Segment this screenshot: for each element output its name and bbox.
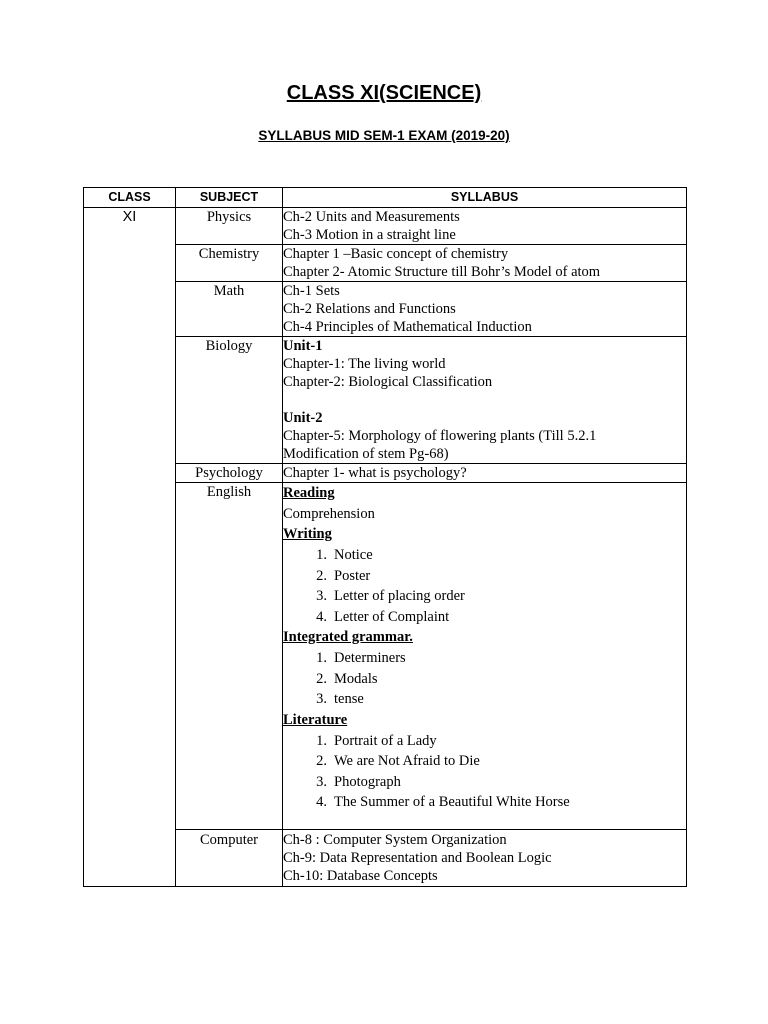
syllabus-line: Ch-8 : Computer System Organization	[283, 831, 507, 848]
list-item	[283, 792, 686, 813]
list-item	[283, 731, 686, 752]
list-item	[283, 669, 686, 690]
list-item	[283, 751, 686, 772]
subject-math: Math	[176, 282, 283, 337]
list-number: 1.	[316, 650, 327, 666]
header-subject: SUBJECT	[176, 188, 283, 208]
class-cell	[84, 208, 176, 887]
writing-list	[283, 545, 686, 627]
list-text: We are Not Afraid to Die	[334, 753, 480, 769]
syllabus-table	[83, 187, 687, 887]
list-number: 3.	[316, 588, 327, 604]
syllabus-line: Ch-1 Sets	[283, 283, 340, 299]
subject-psychology: Psychology	[176, 464, 283, 483]
list-number: 3.	[316, 691, 327, 707]
syllabus-line: Modification of stem Pg-68)	[283, 446, 449, 462]
list-number: 2.	[316, 753, 327, 769]
syllabus-line: Ch-4 Principles of Mathematical Induction	[283, 319, 532, 335]
list-number: 1.	[316, 732, 327, 749]
list-item	[283, 772, 686, 793]
list-item	[283, 586, 686, 607]
syllabus-chemistry	[283, 245, 687, 282]
list-item	[283, 648, 686, 669]
syllabus-line: Ch-10: Database Concepts	[283, 867, 438, 884]
subject-english: English	[176, 483, 283, 830]
class-value: XI	[122, 209, 137, 225]
syllabus-line: Ch-9: Data Representation and Boolean Logic	[283, 849, 552, 866]
subject-chemistry: Chemistry	[176, 245, 283, 282]
list-number: 1.	[316, 547, 327, 563]
list-text: Portrait of a Lady	[334, 732, 437, 749]
section-heading-grammar: Integrated grammar.	[283, 629, 413, 645]
syllabus-line: Chapter 2- Atomic Structure till Bohr’s Model of atom	[283, 264, 601, 280]
grammar-list	[283, 648, 686, 710]
spacer	[283, 391, 686, 409]
syllabus-line: Ch-3 Motion in a straight line	[283, 227, 456, 243]
syllabus-biology	[283, 337, 687, 464]
table-row-physics	[84, 208, 687, 245]
syllabus-line: Comprehension	[283, 506, 375, 522]
list-number: 3.	[316, 773, 327, 790]
unit-heading: Unit-1	[283, 338, 323, 354]
syllabus-line: Ch-2 Units and Measurements	[283, 209, 460, 225]
list-item	[283, 607, 686, 628]
list-number: 2.	[316, 670, 327, 687]
list-text: Modals	[334, 670, 378, 687]
subject-biology: Biology	[176, 337, 283, 464]
literature-list	[283, 731, 686, 813]
header-class: CLASS	[84, 188, 176, 208]
syllabus-physics	[283, 208, 687, 245]
list-item	[283, 566, 686, 587]
list-text: The Summer of a Beautiful White Horse	[334, 794, 570, 810]
list-text: Letter of placing order	[334, 588, 465, 604]
syllabus-line: Chapter-1: The living world	[283, 356, 446, 372]
list-text: Determiners	[334, 650, 406, 666]
syllabus-line: Chapter-2: Biological Classification	[283, 374, 493, 390]
list-text: Notice	[334, 547, 373, 563]
section-heading-writing: Writing	[283, 526, 332, 542]
section-heading-reading: Reading	[283, 485, 335, 501]
syllabus-psychology	[283, 464, 687, 483]
unit-heading: Unit-2	[283, 410, 323, 426]
list-item	[283, 545, 686, 566]
syllabus-line: Ch-2 Relations and Functions	[283, 301, 456, 317]
list-text: Letter of Complaint	[334, 608, 450, 625]
syllabus-line: Chapter 1- what is psychology?	[283, 465, 467, 481]
page-subtitle: SYLLABUS MID SEM-1 EXAM (2019-20)	[258, 128, 510, 143]
list-number: 4.	[316, 794, 327, 810]
list-text: Photograph	[334, 773, 401, 790]
list-number: 4.	[316, 608, 327, 625]
table-header-row	[84, 188, 687, 208]
header-syllabus: SYLLABUS	[283, 188, 687, 208]
syllabus-english	[283, 483, 687, 830]
syllabus-line: Chapter-5: Morphology of flowering plants (Till 5.2.1	[283, 428, 597, 444]
page-title: CLASS XI(SCIENCE)	[286, 82, 482, 104]
list-text: tense	[334, 691, 364, 707]
subject-computer: Computer	[176, 829, 283, 886]
syllabus-line: Chapter 1 –Basic concept of chemistry	[283, 246, 509, 262]
syllabus-math	[283, 282, 687, 337]
subject-physics: Physics	[176, 208, 283, 245]
list-number: 2.	[316, 567, 327, 584]
list-text: Poster	[334, 567, 371, 584]
syllabus-computer	[283, 829, 687, 886]
list-item	[283, 689, 686, 710]
section-heading-literature: Literature	[283, 711, 348, 728]
